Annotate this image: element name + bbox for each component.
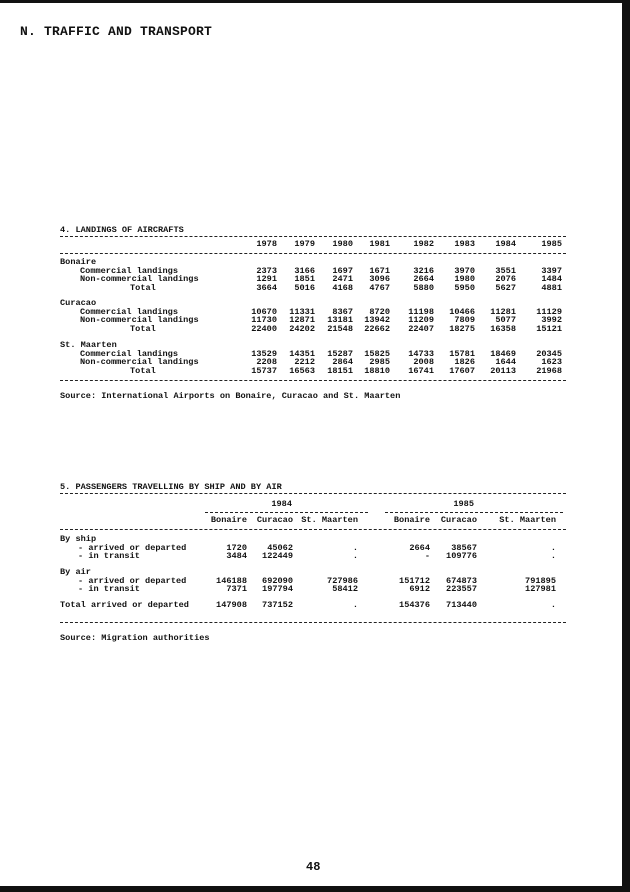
column-header: Curacao <box>256 515 293 525</box>
table-cell: 2864 <box>332 357 353 368</box>
table-cell: 3216 <box>413 265 434 276</box>
table-cell: 20345 <box>536 348 562 359</box>
table-cell: 11198 <box>408 306 434 317</box>
table-cell: 5950 <box>454 282 475 293</box>
source-note: Source: International Airports on Bonaire, Curacao and St. Maarten <box>60 391 401 401</box>
table-cell: 5077 <box>495 315 516 326</box>
column-header-year: 1983 <box>454 239 475 249</box>
scan-edge-bottom <box>0 886 630 892</box>
table-cell: 1851 <box>294 274 315 285</box>
total-cell: 737152 <box>262 600 293 610</box>
table-cell: 4881 <box>541 282 562 293</box>
column-header-year: 1985 <box>541 239 562 249</box>
table-cell: 1697 <box>332 265 353 276</box>
row-label: Non-commercial landings <box>80 357 199 368</box>
row-label: - in transit <box>78 584 140 595</box>
dashed-rule <box>60 529 566 530</box>
table-cell: 151712 <box>399 575 430 586</box>
table-cell: 2212 <box>294 357 315 368</box>
table-cell: 1484 <box>541 274 562 285</box>
table-cell: 8720 <box>369 306 390 317</box>
row-label: Total <box>130 323 156 334</box>
table-cell: 8367 <box>332 306 353 317</box>
table-cell: 3166 <box>294 265 315 276</box>
table-cell: 5016 <box>294 282 315 293</box>
table-cell: 5880 <box>413 282 434 293</box>
table-cell: 21548 <box>327 323 353 334</box>
year-group-header: 1984 <box>271 499 292 509</box>
table-cell: 3664 <box>256 282 277 293</box>
total-cell: . <box>352 600 358 610</box>
column-header: Curacao <box>440 515 477 525</box>
year-group-rule <box>205 512 368 513</box>
table-title: 5. PASSENGERS TRAVELLING BY SHIP AND BY AIR <box>60 482 282 492</box>
dashed-rule <box>60 622 566 623</box>
table-cell: 13529 <box>251 348 277 359</box>
scan-edge-right <box>622 0 630 892</box>
table-cell: 11281 <box>490 306 516 317</box>
column-header-year: 1981 <box>369 239 390 249</box>
table-cell: 2664 <box>413 274 434 285</box>
table-cell: 4767 <box>369 282 390 293</box>
table-cell: 1720 <box>226 542 247 553</box>
row-label: Non-commercial landings <box>80 274 199 285</box>
column-header: Bonaire <box>210 515 247 525</box>
table-cell: 1980 <box>454 274 475 285</box>
table-cell: 2664 <box>409 542 430 553</box>
table-cell: - <box>424 551 430 562</box>
total-label: Total arrived or departed <box>60 600 189 610</box>
table-cell: 24202 <box>289 323 315 334</box>
table-cell: 20113 <box>490 365 516 376</box>
table-cell: 15287 <box>327 348 353 359</box>
table-cell: 2373 <box>256 265 277 276</box>
total-cell: 713440 <box>446 600 477 610</box>
table-cell: 11730 <box>251 315 277 326</box>
table-cell: 10466 <box>449 306 475 317</box>
table-cell: 2208 <box>256 357 277 368</box>
row-label: Commercial landings <box>80 348 178 359</box>
table-cell: 3551 <box>495 265 516 276</box>
table-cell: 1644 <box>495 357 516 368</box>
section-label: By ship <box>60 534 97 544</box>
table-title: 4. LANDINGS OF AIRCRAFTS <box>60 225 184 235</box>
table-cell: 13181 <box>327 315 353 326</box>
row-label: - in transit <box>78 551 140 562</box>
dashed-rule <box>60 236 566 237</box>
table-cell: 14733 <box>408 348 434 359</box>
table-cell: 22662 <box>364 323 390 334</box>
column-header-year: 1982 <box>413 239 434 249</box>
table-cell: 4168 <box>332 282 353 293</box>
total-cell: 147908 <box>216 600 247 610</box>
table-cell: 15781 <box>449 348 475 359</box>
table-cell: 17607 <box>449 365 475 376</box>
table-cell: 197794 <box>262 584 293 595</box>
table-cell: 7809 <box>454 315 475 326</box>
table-cell: 223557 <box>446 584 477 595</box>
table-cell: 15737 <box>251 365 277 376</box>
column-header-year: 1979 <box>294 239 315 249</box>
page-title: N. TRAFFIC AND TRANSPORT <box>20 24 213 39</box>
table-cell: 791895 <box>525 575 556 586</box>
table-cell: 674873 <box>446 575 477 586</box>
table-cell: 109776 <box>446 551 477 562</box>
table-cell: 1826 <box>454 357 475 368</box>
table-cell: 11331 <box>289 306 315 317</box>
section-label: By air <box>60 567 91 577</box>
table-cell: 22407 <box>408 323 434 334</box>
row-label: Non-commercial landings <box>80 315 199 326</box>
table-cell: 12871 <box>289 315 315 326</box>
table-cell: 15825 <box>364 348 390 359</box>
table-cell: 6912 <box>409 584 430 595</box>
table-cell: 13942 <box>364 315 390 326</box>
table-cell: 21968 <box>536 365 562 376</box>
table-cell: 22400 <box>251 323 277 334</box>
table-cell: 18810 <box>364 365 390 376</box>
column-header: St. Maarten <box>301 515 358 525</box>
column-header: St. Maarten <box>499 515 556 525</box>
table-cell: 58412 <box>332 584 358 595</box>
table-cell: 3992 <box>541 315 562 326</box>
table-cell: 16741 <box>408 365 434 376</box>
row-label: Total <box>130 282 156 293</box>
group-label: St. Maarten <box>60 340 117 350</box>
table-cell: 727986 <box>327 575 358 586</box>
year-group-rule <box>385 512 563 513</box>
table-cell: 18469 <box>490 348 516 359</box>
table-cell: 3970 <box>454 265 475 276</box>
table-cell: 45062 <box>267 542 293 553</box>
table-cell: 1291 <box>256 274 277 285</box>
total-cell: . <box>550 600 556 610</box>
table-cell: 18275 <box>449 323 475 334</box>
table-cell: 11129 <box>536 306 562 317</box>
table-cell: 15121 <box>536 323 562 334</box>
table-cell: 3484 <box>226 551 247 562</box>
table-cell: 1671 <box>369 265 390 276</box>
table-cell: 11209 <box>408 315 434 326</box>
row-label: Total <box>130 365 156 376</box>
group-label: Curacao <box>60 298 97 308</box>
column-header-year: 1978 <box>256 239 277 249</box>
row-label: - arrived or departed <box>78 542 187 553</box>
table-cell: 16358 <box>490 323 516 334</box>
table-cell: 10670 <box>251 306 277 317</box>
table-cell: 146188 <box>216 575 247 586</box>
table-cell: . <box>352 542 358 553</box>
table-cell: 2471 <box>332 274 353 285</box>
table-cell: 692090 <box>262 575 293 586</box>
table-cell: . <box>352 551 358 562</box>
table-cell: . <box>550 551 556 562</box>
row-label: Commercial landings <box>80 265 178 276</box>
table-cell: 122449 <box>262 551 293 562</box>
table-cell: 2008 <box>413 357 434 368</box>
dashed-rule <box>60 493 566 494</box>
table-cell: 16563 <box>289 365 315 376</box>
table-cell: 7371 <box>226 584 247 595</box>
table-cell: 2076 <box>495 274 516 285</box>
table-cell: 1623 <box>541 357 562 368</box>
table-cell: 3397 <box>541 265 562 276</box>
table-cell: . <box>550 542 556 553</box>
row-label: - arrived or departed <box>78 575 187 586</box>
table-cell: 127981 <box>525 584 556 595</box>
table-cell: 5627 <box>495 282 516 293</box>
dashed-rule <box>60 380 566 381</box>
row-label: Commercial landings <box>80 306 178 317</box>
total-cell: 154376 <box>399 600 430 610</box>
table-cell: 14351 <box>289 348 315 359</box>
scan-edge-top <box>0 0 630 3</box>
table-cell: 3096 <box>369 274 390 285</box>
dashed-rule <box>60 253 566 254</box>
source-note: Source: Migration authorities <box>60 633 210 643</box>
table-cell: 38567 <box>451 542 477 553</box>
table-cell: 2985 <box>369 357 390 368</box>
page-number: 48 <box>306 860 321 874</box>
year-group-header: 1985 <box>453 499 474 509</box>
table-cell: 18151 <box>327 365 353 376</box>
column-header: Bonaire <box>393 515 430 525</box>
group-label: Bonaire <box>60 257 97 267</box>
column-header-year: 1984 <box>495 239 516 249</box>
column-header-year: 1980 <box>332 239 353 249</box>
